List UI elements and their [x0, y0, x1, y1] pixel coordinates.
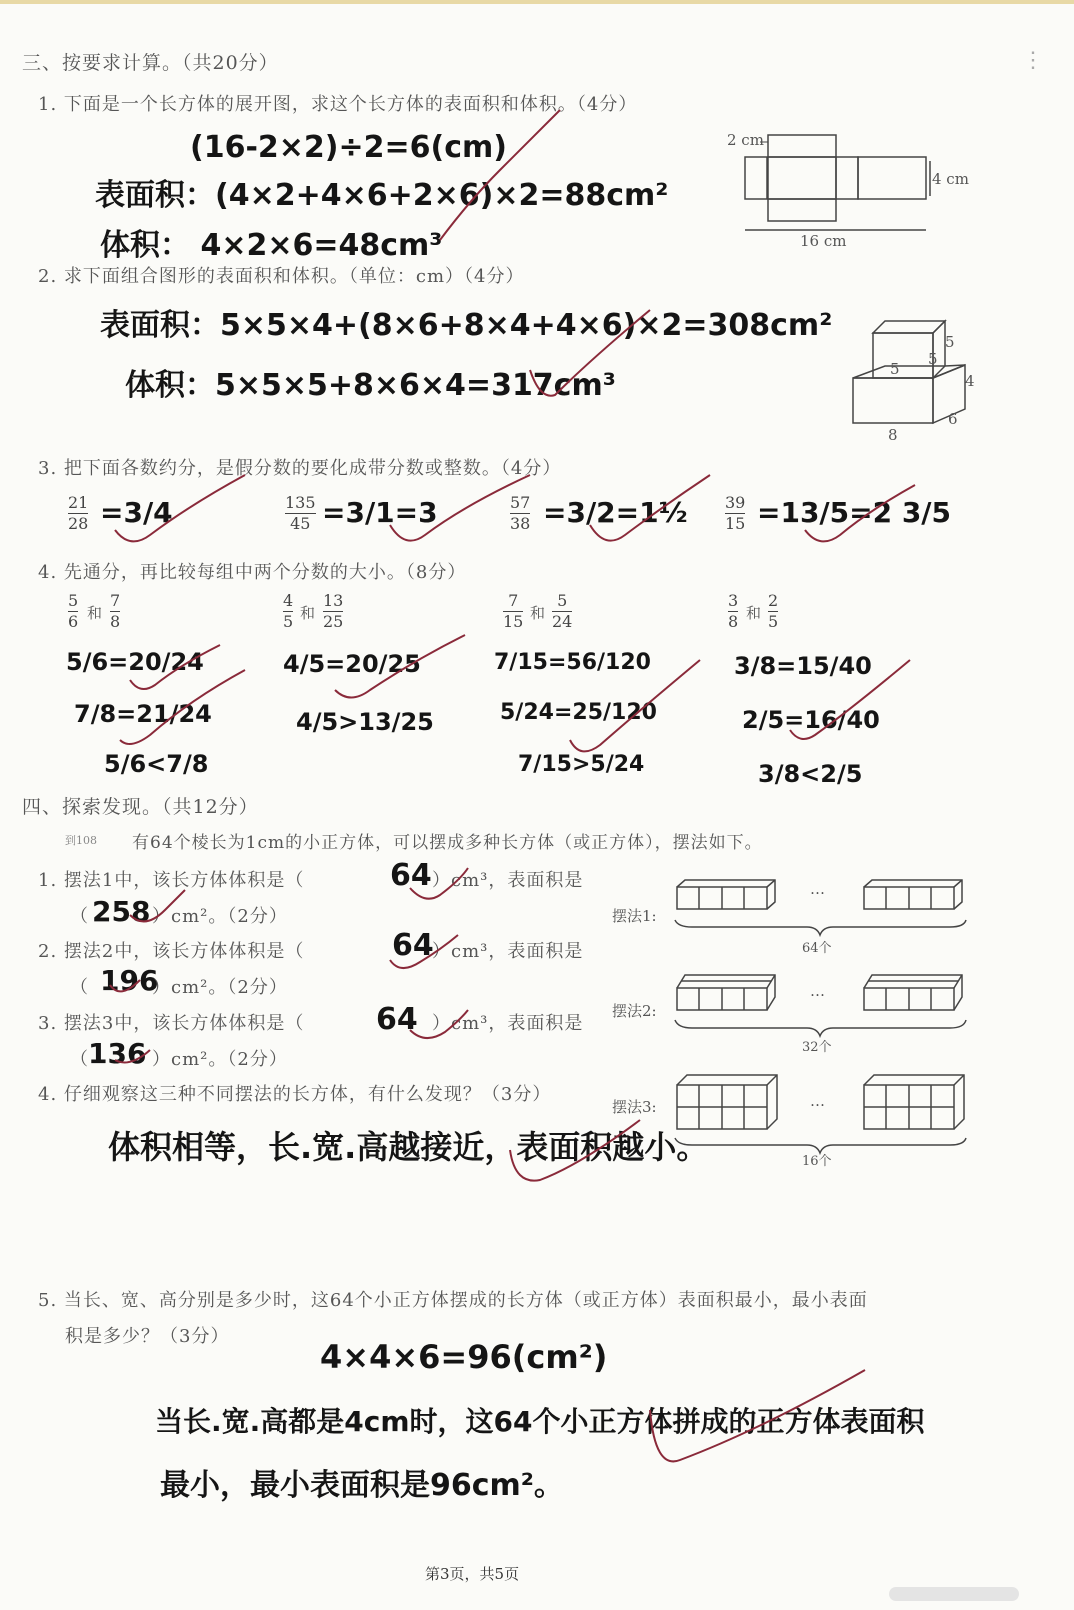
q2-dim-b: 5 — [890, 360, 900, 378]
q4-g2-work2: 4/5>13/25 — [296, 708, 434, 736]
q3-answer-2: =3/1=3 — [322, 496, 438, 529]
s4-q1-text-d: ）cm²。（2分） — [152, 906, 288, 927]
q4-text: 4. 先通分，再比较每组中两个分数的大小。（8分） — [38, 562, 467, 583]
s4-q2-text-d: ）cm²。（2分） — [152, 977, 288, 998]
s4-q3-answer-area: 136 — [88, 1037, 147, 1070]
q4-g3-frac-b: 5 24 — [552, 591, 573, 631]
s4-q5-hw-line3: 最小，最小表面积是96cm²。 — [160, 1468, 564, 1503]
method3-label: 摆法3: — [612, 1098, 657, 1116]
q3-fraction-3: 57 38 — [510, 493, 531, 533]
s4-q3-text-c: （ — [70, 1049, 89, 1070]
q4-g4-work2: 2/5=16/40 — [742, 706, 880, 734]
s4-q1-text-c: （ — [70, 906, 89, 927]
q3-fraction-4: 39 15 — [725, 493, 746, 533]
q4-g3-and: 和 — [530, 604, 546, 622]
method1-count: 64个 — [802, 941, 832, 956]
method2-ellipsis: … — [810, 982, 825, 1000]
q4-g2-frac-a: 4 5 — [283, 591, 294, 631]
method1-label: 摆法1: — [612, 907, 657, 925]
q4-g1-work3: 5/6<7/8 — [104, 750, 209, 778]
q4-g2-frac-b: 13 25 — [323, 591, 344, 631]
method3-count: 16个 — [802, 1154, 832, 1169]
q2-hw-line1: 表面积：5×5×4+(8×6+8×4+4×6)×2=308cm² — [100, 308, 833, 343]
s4-q5-text2: 积是多少？（3分） — [65, 1326, 230, 1347]
q4-g1-work2: 7/8=21/24 — [74, 700, 212, 728]
q4-g3-work2: 5/24=25/120 — [500, 700, 657, 725]
q2-dim-e: 6 — [948, 410, 958, 428]
section4-intro: 有64个棱长为1cm的小正方体，可以摆成多种长方体（或正方体），摆法如下。 — [132, 833, 763, 853]
q4-g3-frac-a: 7 15 — [503, 591, 524, 631]
q2-dim-d: 4 — [965, 372, 975, 390]
s4-q3-answer-volume: 64 — [376, 1002, 418, 1037]
q4-g3-work3: 7/15>5/24 — [518, 752, 645, 777]
s4-q5-hw-line1: 4×4×6=96(cm²) — [320, 1338, 608, 1376]
s4-q1-answer-volume: 64 — [390, 858, 432, 893]
section4-heading: 四、探索发现。（共12分） — [22, 796, 259, 818]
q3-answer-4: =13/5=2 3/5 — [757, 496, 952, 529]
s4-q1-text-a: 1. 摆法1中，该长方体体积是（ — [38, 870, 305, 891]
s4-q2-text-b: ）cm³，表面积是 — [432, 941, 584, 962]
s4-q2-answer-volume: 64 — [392, 928, 434, 963]
q3-fraction-1: 21 28 — [68, 493, 89, 533]
q4-g1-work1: 5/6=20/24 — [66, 648, 204, 676]
method2-label: 摆法2: — [612, 1002, 657, 1020]
method1-ellipsis: … — [810, 880, 825, 898]
q4-g1-frac-a: 5 6 — [68, 591, 79, 631]
q1-hw-line2: 表面积：(4×2+4×6+2×6)×2=88cm² — [95, 178, 669, 213]
scroll-indicator[interactable] — [889, 1587, 1019, 1601]
q4-g1-frac-b: 7 8 — [110, 591, 121, 631]
s4-q1-answer-area: 258 — [92, 895, 151, 928]
s4-q3-text-a: 3. 摆法3中，该长方体体积是（ — [38, 1013, 305, 1034]
s4-q1-text-b: ）cm³，表面积是 — [432, 870, 584, 891]
page-number: 第3页，共5页 — [425, 1565, 520, 1583]
q4-g4-work1: 3/8=15/40 — [734, 652, 872, 680]
q1-hw-line1: (16-2×2)÷2=6(cm) — [190, 130, 507, 165]
q3-answer-3: =3/2=1½ — [543, 496, 688, 529]
s4-q5-hw-line2: 当长.宽.高都是4cm时，这64个小正方体拼成的正方体表面积 — [155, 1405, 925, 1438]
q2-text: 2. 求下面组合图形的表面积和体积。（单位：cm）（4分） — [38, 266, 525, 287]
s4-q5-text1: 5. 当长、宽、高分别是多少时，这64个小正方体摆成的长方体（或正方体）表面积最小，最小表面 — [38, 1290, 868, 1311]
q4-g4-work3: 3/8<2/5 — [758, 760, 863, 788]
s4-q4-text: 4. 仔细观察这三种不同摆法的长方体，有什么发现？（3分） — [38, 1084, 552, 1105]
q2-composite-shape — [845, 315, 980, 445]
q2-hw-line2: 体积：5×5×5+8×6×4=317cm³ — [125, 368, 616, 403]
q2-dim-f: 8 — [888, 426, 898, 444]
q3-text: 3. 把下面各数约分，是假分数的要化成带分数或整数。（4分） — [38, 458, 562, 479]
q4-g4-and: 和 — [746, 604, 762, 622]
top-edge — [0, 0, 1074, 4]
section3-heading: 三、按要求计算。（共20分） — [22, 52, 279, 74]
s4-q4-answer: 体积相等，长.宽.高越接近，表面积越小。 — [108, 1128, 709, 1166]
q2-dim-c: 5 — [928, 350, 938, 368]
method3-ellipsis: … — [810, 1092, 825, 1110]
q4-g4-frac-b: 2 5 — [768, 591, 779, 631]
method2-count: 32个 — [802, 1040, 832, 1055]
s4-q3-text-b: ）cm³，表面积是 — [432, 1013, 584, 1034]
q1-hw-line3: 体积： 4×2×6=48cm³ — [100, 228, 443, 263]
section4-intro-prefix: 到108 — [65, 834, 97, 847]
q4-g3-work1: 7/15=56/120 — [494, 650, 651, 675]
q1-dim-16cm: 16 cm — [800, 232, 847, 250]
s4-q2-answer-area: 196 — [100, 964, 159, 997]
q4-g1-and: 和 — [87, 604, 103, 622]
q1-text: 1. 下面是一个长方体的展开图，求这个长方体的表面积和体积。（4分） — [38, 94, 638, 115]
q3-fraction-2: 135 45 — [285, 493, 316, 533]
q4-g2-work1: 4/5=20/25 — [283, 650, 421, 678]
q4-g4-frac-a: 3 8 — [728, 591, 739, 631]
q2-dim-a: 5 — [945, 333, 955, 351]
methods-illustration — [672, 875, 972, 1165]
q1-dim-4cm: 4 cm — [932, 170, 969, 188]
q3-answer-1: =3/4 — [100, 496, 173, 529]
q4-g2-and: 和 — [300, 604, 316, 622]
q1-dim-2cm: 2 cm — [727, 131, 764, 149]
more-options-icon[interactable]: ⋮ — [1022, 48, 1044, 73]
s4-q2-text-c: （ — [70, 977, 89, 998]
s4-q3-text-d: ）cm²。（2分） — [152, 1049, 288, 1070]
s4-q2-text-a: 2. 摆法2中，该长方体体积是（ — [38, 941, 305, 962]
